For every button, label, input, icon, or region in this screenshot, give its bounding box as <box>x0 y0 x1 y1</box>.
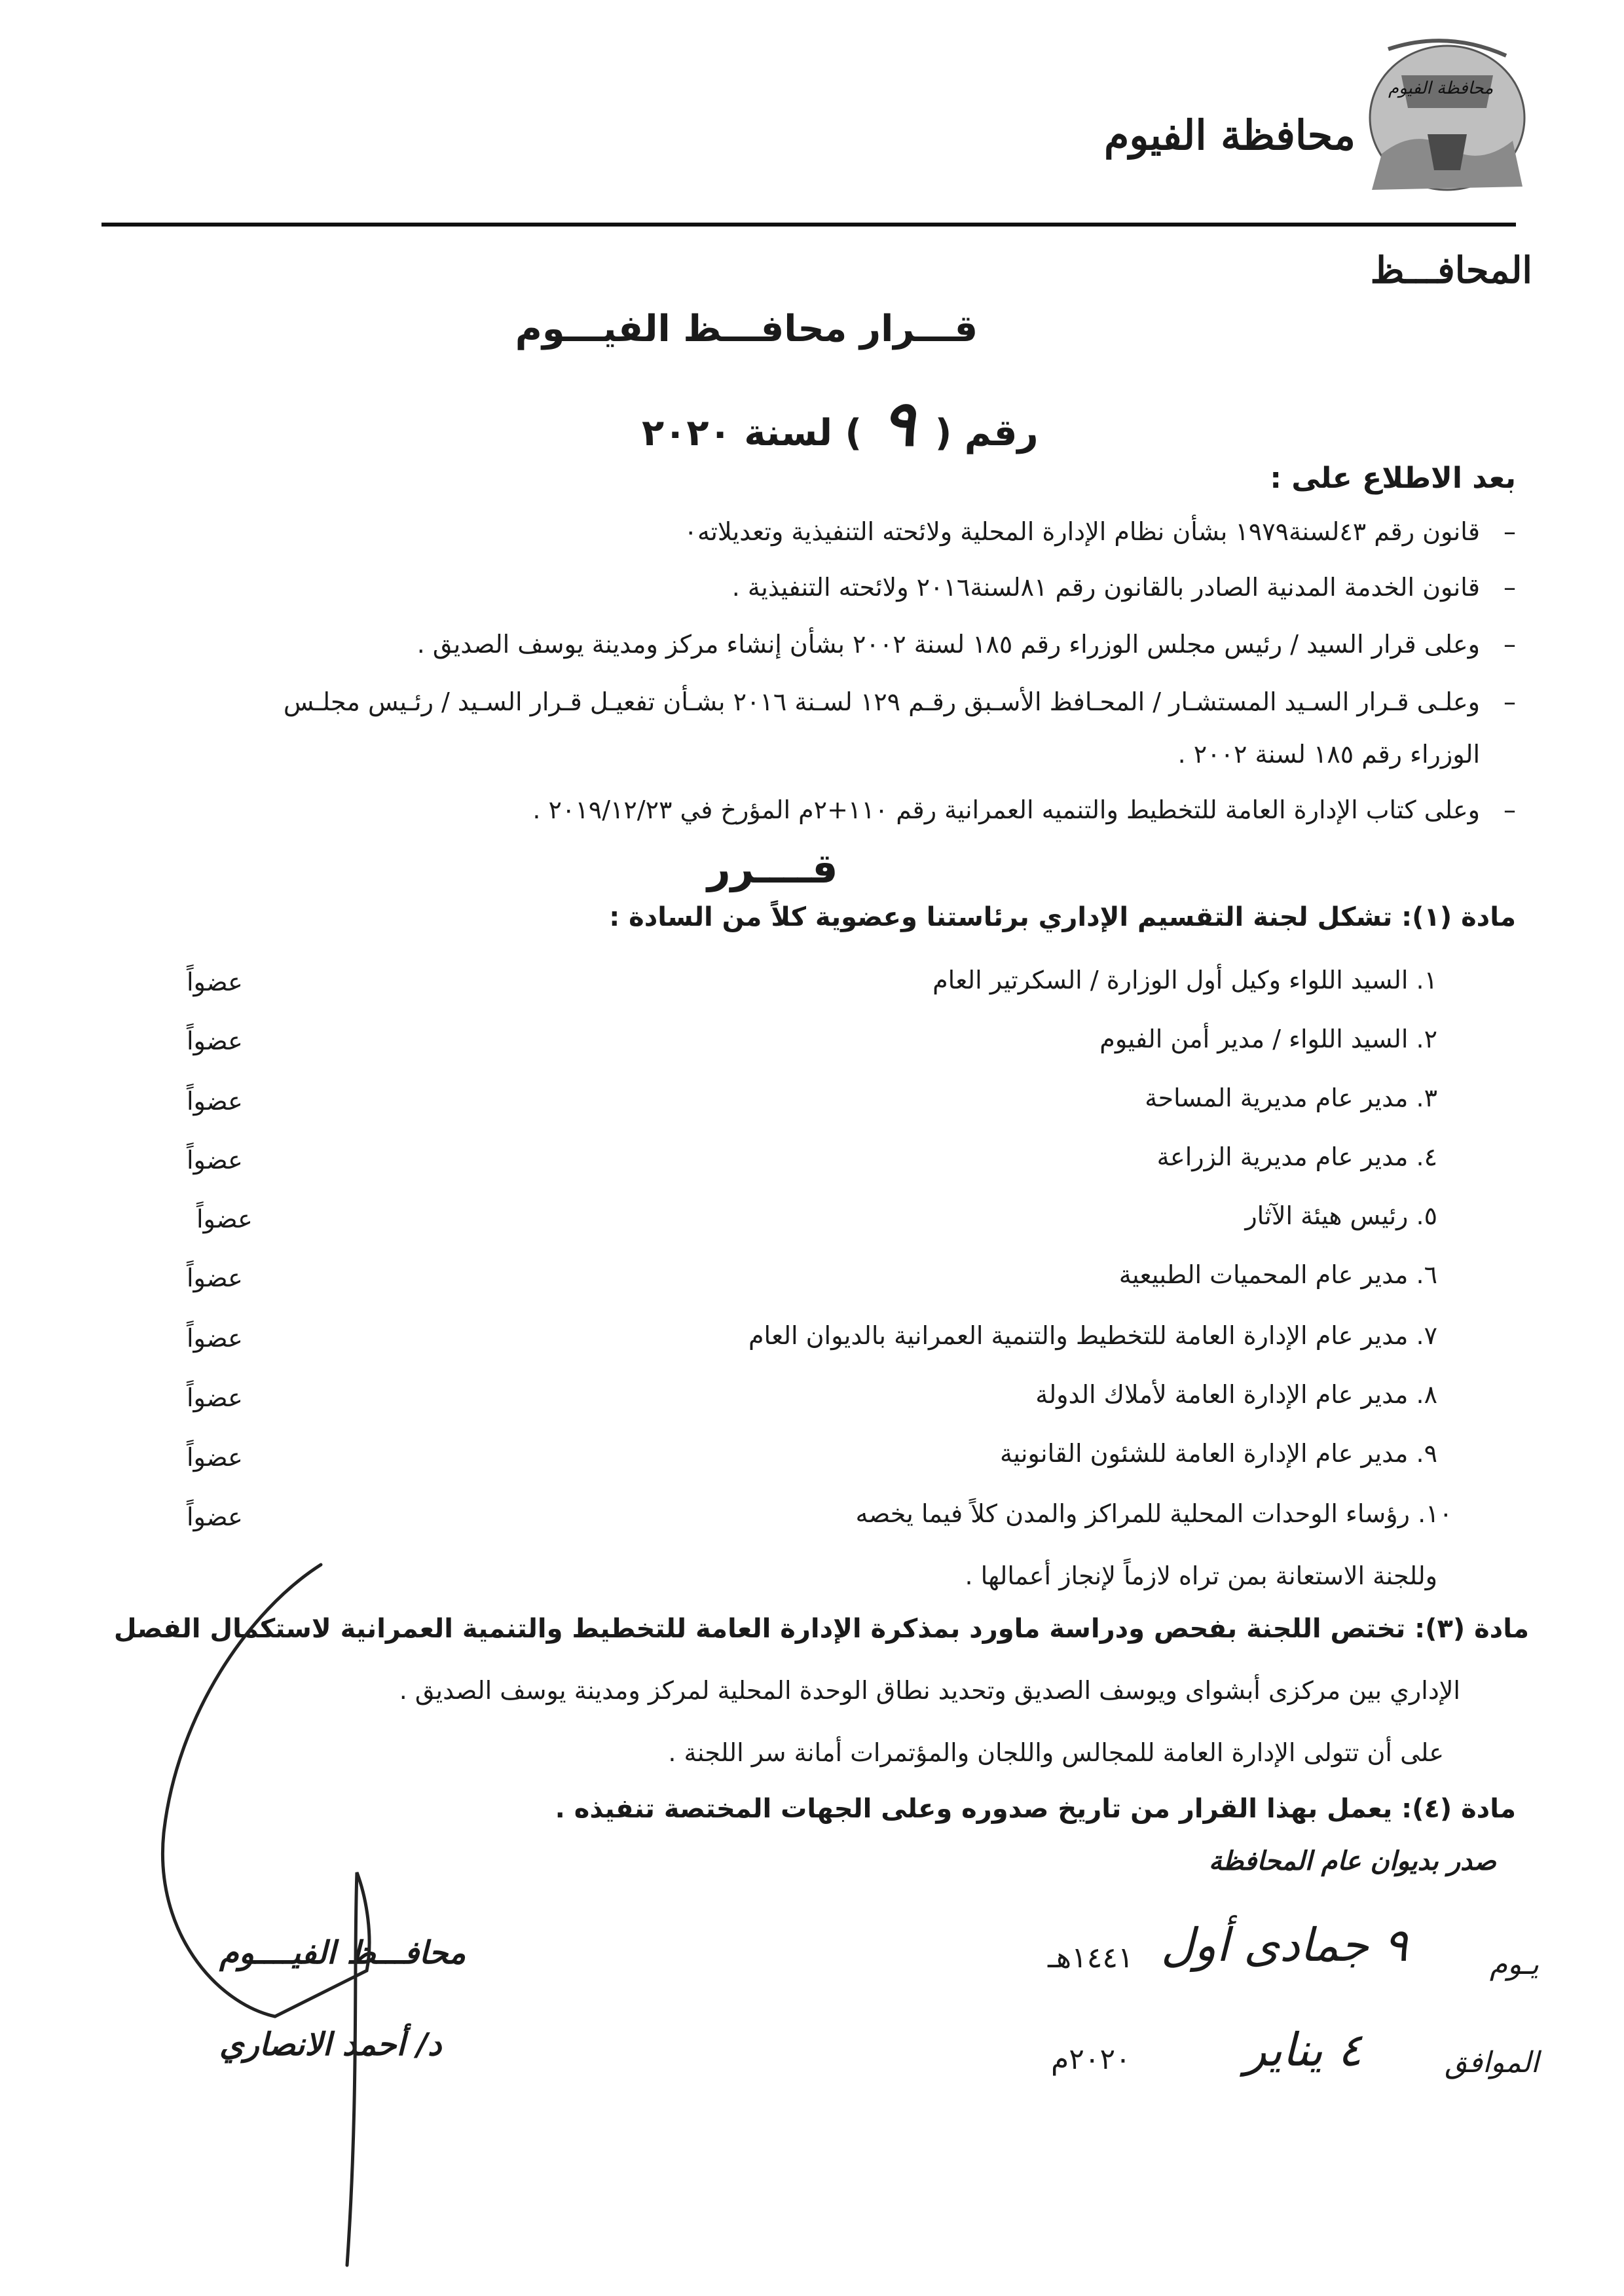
preamble-item-continuation: الوزراء رقم ١٨٥ لسنة ٢٠٠٢ . <box>1177 740 1480 769</box>
preamble-heading: بعد الاطلاع على : <box>1270 462 1516 495</box>
member-item: ٩. مدير عام الإدارة العامة للشئون القانونية <box>1000 1439 1437 1468</box>
member-item: ١٠. رؤساء الوحدات المحلية للمراكز والمدن كلاً فيما يخصه <box>855 1499 1452 1528</box>
article-3-line-3: على أن تتولى الإدارة العامة للمجالس واللجان والمؤتمرات أمانة سر اللجنة . <box>668 1738 1444 1767</box>
governorate-name: محافظة الفيوم <box>1103 111 1356 159</box>
member-item: ٤. مدير عام مديرية الزراعة <box>1156 1142 1437 1171</box>
member-role: عضواً <box>187 1146 243 1175</box>
gregorian-date-handwritten: ٤ يناير <box>1244 2023 1362 2077</box>
article-3-line-1: مادة (٣): تختص اللجنة بفحص ودراسة ماورد بمذكرة الإدارة العامة للتخطيط والتنمية العمرانية لاستكمال الفصل <box>113 1614 1529 1644</box>
governorate-logo <box>1362 36 1532 200</box>
hijri-year: ١٤٤١هـ <box>1048 1941 1134 1975</box>
member-item: ٢. السيد اللواء / مدير أمن الفيوم <box>1099 1025 1437 1053</box>
decree-number-prefix: رقم ( <box>934 412 1039 454</box>
preamble-item: –قانون الخدمة المدنية الصادر بالقانون رقم ٨١لسنة٢٠١٦ ولائحته التنفيذية . <box>731 573 1516 602</box>
member-item: ٨. مدير عام الإدارة العامة لأملاك الدولة <box>1035 1380 1437 1409</box>
preamble-item: –وعلى كتاب الإدارة العامة للتخطيط والتنميه العمرانية رقم ١١٠+٢م المؤرخ في ٢٠١٩/١٢/٢٣ . <box>532 795 1516 824</box>
member-role: عضواً <box>196 1205 253 1233</box>
member-role: عضواً <box>187 1443 243 1472</box>
article-4: مادة (٤): يعمل بهذا القرار من تاريخ صدوره وعلى الجهات المختصة تنفيذه . <box>555 1794 1516 1824</box>
bullet-dash: – <box>1504 687 1516 716</box>
decided-heading: قــــرر <box>707 845 838 892</box>
member-role: عضواً <box>187 968 243 996</box>
logo-text: محافظة الفيوم <box>1388 79 1494 98</box>
decree-number <box>642 386 1039 460</box>
member-role: عضواً <box>187 1264 243 1292</box>
bullet-dash: – <box>1504 630 1516 659</box>
issued-at: صدر بديوان عام المحافظة <box>1208 1846 1496 1876</box>
article-3-line-2: الإداري بين مركزى أبشواى ويوسف الصديق وتحديد نطاق الوحدة المحلية لمركز ومدينة يوسف الصديق . <box>399 1676 1460 1705</box>
decree-title: قـــرار محافـــظ الفيـــوم <box>515 308 978 350</box>
member-item: ٧. مدير عام الإدارة العامة للتخطيط والتنمية العمرانية بالديوان العام <box>748 1321 1437 1350</box>
member-role: عضواً <box>187 1383 243 1412</box>
signatory-title: محافـــظ الفيــــوم <box>219 1935 466 1971</box>
committee-note: وللجنة الاستعانة بمن تراه لازماً لإنجاز أعمالها . <box>965 1561 1437 1590</box>
member-item: ٦. مدير عام المحميات الطبيعية <box>1118 1260 1437 1289</box>
member-role: عضواً <box>187 1324 243 1353</box>
member-role: عضواً <box>187 1087 243 1116</box>
day-label: يـوم <box>1489 1948 1539 1981</box>
hijri-date-handwritten: ٩ جمادى أول <box>1160 1918 1408 1972</box>
header-divider <box>101 223 1516 227</box>
office-title: المحافـــظ <box>1370 249 1532 292</box>
member-item: ٣. مدير عام مديرية المساحة <box>1145 1084 1437 1112</box>
member-item: ١. السيد اللواء وكيل أول الوزارة / السكرتير العام <box>932 966 1437 994</box>
bullet-dash: – <box>1504 795 1516 824</box>
article-1-heading: مادة (١): تشكل لجنة التقسيم الإداري برئاستنا وعضوية كلاً من السادة : <box>609 902 1516 932</box>
member-role: عضواً <box>187 1503 243 1531</box>
decree-number-suffix: ) لسنة ٢٠٢٠ <box>642 412 862 454</box>
corresponding-label: الموافق <box>1445 2046 1539 2079</box>
bullet-dash: – <box>1504 517 1516 546</box>
bullet-dash: – <box>1504 573 1516 602</box>
signatory-name: د/ أحمد الانصاري <box>219 2026 442 2063</box>
preamble-item: –وعلى قرار السيد / رئيس مجلس الوزراء رقم ١٨٥ لسنة ٢٠٠٢ بشأن إنشاء مركز ومدينة يوسف الصديق . <box>416 630 1516 659</box>
decree-number-value: ٩ <box>881 386 915 460</box>
preamble-item: –وعلـى قـرار السـيد المستشـار / المحـافظ الأسـبق رقـم ١٢٩ لسـنة ٢٠١٦ بشـأن تفعيـل قـرار السـيد / رئـيس مجلـس <box>283 687 1516 716</box>
gregorian-year: ٢٠٢٠م <box>1051 2043 1131 2076</box>
member-item: ٥. رئيس هيئة الآثار <box>1245 1201 1437 1230</box>
preamble-item: –قانون رقم ٤٣لسنة١٩٧٩ بشأن نظام الإدارة المحلية ولائحته التنفيذية وتعديلاته٠ <box>684 517 1516 546</box>
member-role: عضواً <box>187 1027 243 1055</box>
